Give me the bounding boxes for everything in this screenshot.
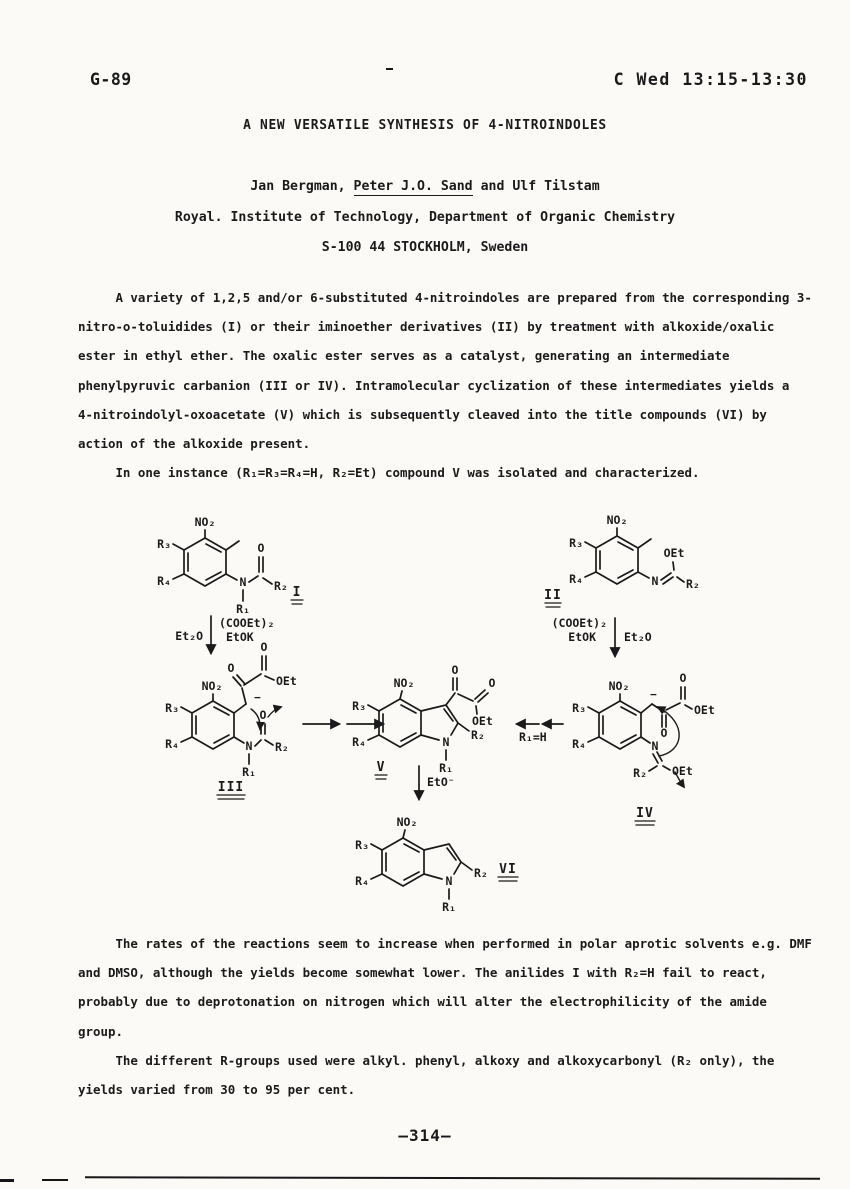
o-label: O [451,663,459,677]
presenting-author: Peter J.O. Sand [353,179,473,194]
reaction-scheme [45,500,815,920]
condition-label: R₁=H [519,730,547,744]
abstract-line: group. [78,1023,123,1039]
n-label: N [651,739,659,753]
r3-label: R₃ [165,701,179,715]
abstract-line: probably due to deprotonation on nitrogen which will alter the electrophilicity of the amide [78,994,767,1010]
oet-label: OEt [694,703,715,717]
abstract-line: phenylpyruvic carbanion (III or IV). Intramolecular cyclization of these intermediates yields a [78,377,790,393]
n-label: N [239,575,247,589]
r4-label: R₄ [572,737,586,751]
abstract-paragraphs-top [78,283,812,487]
structure-I [157,515,303,616]
o-label: O [260,640,268,654]
page-number: —314— [398,1126,452,1145]
author-3: and Ulf Tilstam [472,179,600,194]
oet-label: OEt [663,546,685,560]
paper-title: A NEW VERSATILE SYNTHESIS OF 4-NITROINDOLES [243,118,607,133]
session-datetime: C Wed 13:15-13:30 [613,70,808,89]
ethoxide-label: EtO⁻ [427,775,455,789]
reagent-label: (COOEt)₂ [219,616,275,630]
reagent-label: (COOEt)₂ [551,616,607,630]
r3-label: R₃ [355,838,369,852]
o-label: O [679,671,687,685]
abstract-line: In one instance (R₁=R₃=R₄=H, R₂=Et) compound V was isolated and characterized. [78,465,700,481]
structure-III [165,640,297,799]
compound-number-I: I [292,585,302,600]
oet-label: OEt [472,714,493,728]
r3-label: R₃ [352,699,366,713]
compound-number-II: II [544,588,562,603]
r2-label: R₂ [474,866,488,880]
abstract-line: and DMSO, although the yields become somewhat lower. The anilides I with R₂=H fail to react, [78,965,767,981]
solvent-label: Et₂O [624,630,652,644]
curved-electron-arrow [268,707,281,717]
r2-label: R₂ [275,740,289,754]
oet-label: OEt [672,764,693,778]
r3-label: R₃ [569,536,583,550]
carbanion-charge: − [254,691,261,704]
abstract-line: The rates of the reactions seem to increase when performed in polar aprotic solvents e.g. DMF [78,936,812,951]
r4-label: R₄ [165,737,179,751]
r2-label: R₂ [471,728,485,742]
r4-label: R₄ [352,735,366,749]
compound-number-IV: IV [636,806,654,821]
abstract-line: A variety of 1,2,5 and/or 6-substituted 4-nitroindoles are prepared from the corresponding 3- [78,290,812,305]
structure-IV [572,671,715,825]
oet-label: OEt [276,674,297,688]
r1-label: R₁ [442,900,456,914]
no2-label: NO₂ [201,679,223,693]
discussion-paragraphs [78,929,812,1104]
compound-number-III: III [217,780,245,795]
equilibrium-arrows-IV-V [517,724,563,744]
r2-label: R₂ [274,579,288,593]
r3-label: R₃ [157,537,171,551]
base-label: EtOK [568,630,596,644]
abstract-line: nitro-o-toluidides (I) or their iminoether derivatives (II) by treatment with alkoxide/oxalic [78,319,775,335]
no2-label: NO₂ [393,676,415,690]
session-code: G-89 [90,70,132,89]
no2-label: NO₂ [396,815,418,829]
reaction-arrow-II-to-IV [552,616,652,656]
n-label: N [651,574,659,588]
r4-label: R₄ [355,874,369,888]
r2-label: R₂ [686,577,700,591]
no2-label: NO₂ [606,513,628,527]
o-label: O [660,726,668,740]
compound-number-VI: VI [499,862,517,877]
r1-label: R₁ [242,765,256,779]
no2-label: NO₂ [194,515,216,529]
carbanion-charge: − [650,688,657,701]
o-label: O [488,676,496,690]
n-label: N [245,739,253,753]
abstract-line: 4-nitroindolyl-oxoacetate (V) which is subsequently cleaved into the title compounds (VI) by [78,406,767,422]
abstract-line: action of the alkoxide present. [78,436,311,452]
n-label: N [442,735,450,749]
abstract-line: ester in ethyl ether. The oxalic ester serves as a catalyst, generating an intermediate [78,348,730,364]
o-label: O [227,661,235,675]
o-label: O [259,708,267,722]
author-1: Jan Bergman, [250,179,354,194]
r4-label: R₄ [157,574,171,588]
r1-label: R₁ [236,602,250,616]
r4-label: R₄ [569,572,583,586]
base-label: EtOK [226,630,254,644]
scan-artifact [42,1179,68,1181]
scan-artifact [386,68,393,70]
address-line: S-100 44 STOCKHOLM, Sweden [321,240,529,255]
reaction-arrow-I-to-III [175,616,274,653]
r2-label: R₂ [633,766,647,780]
scan-artifact [0,1179,14,1182]
compound-number-V: V [376,760,386,775]
abstract-line: yields varied from 30 to 95 per cent. [78,1082,356,1098]
scan-artifact [85,1176,820,1180]
o-label: O [257,541,265,555]
r1-label: R₁ [439,761,453,775]
affiliation-line: Royal. Institute of Technology, Department of Organic Chemistry [174,210,676,225]
no2-label: NO₂ [608,679,630,693]
solvent-label: Et₂O [175,629,203,643]
structure-VI [355,815,518,914]
abstract-line: The different R-groups used were alkyl. phenyl, alkoxy and alkoxycarbonyl (R₂ only), the [78,1052,775,1068]
r3-label: R₃ [572,701,586,715]
authors-line [0,179,850,194]
structure-V [352,663,495,779]
n-label: N [445,874,453,888]
structure-II [544,513,700,607]
